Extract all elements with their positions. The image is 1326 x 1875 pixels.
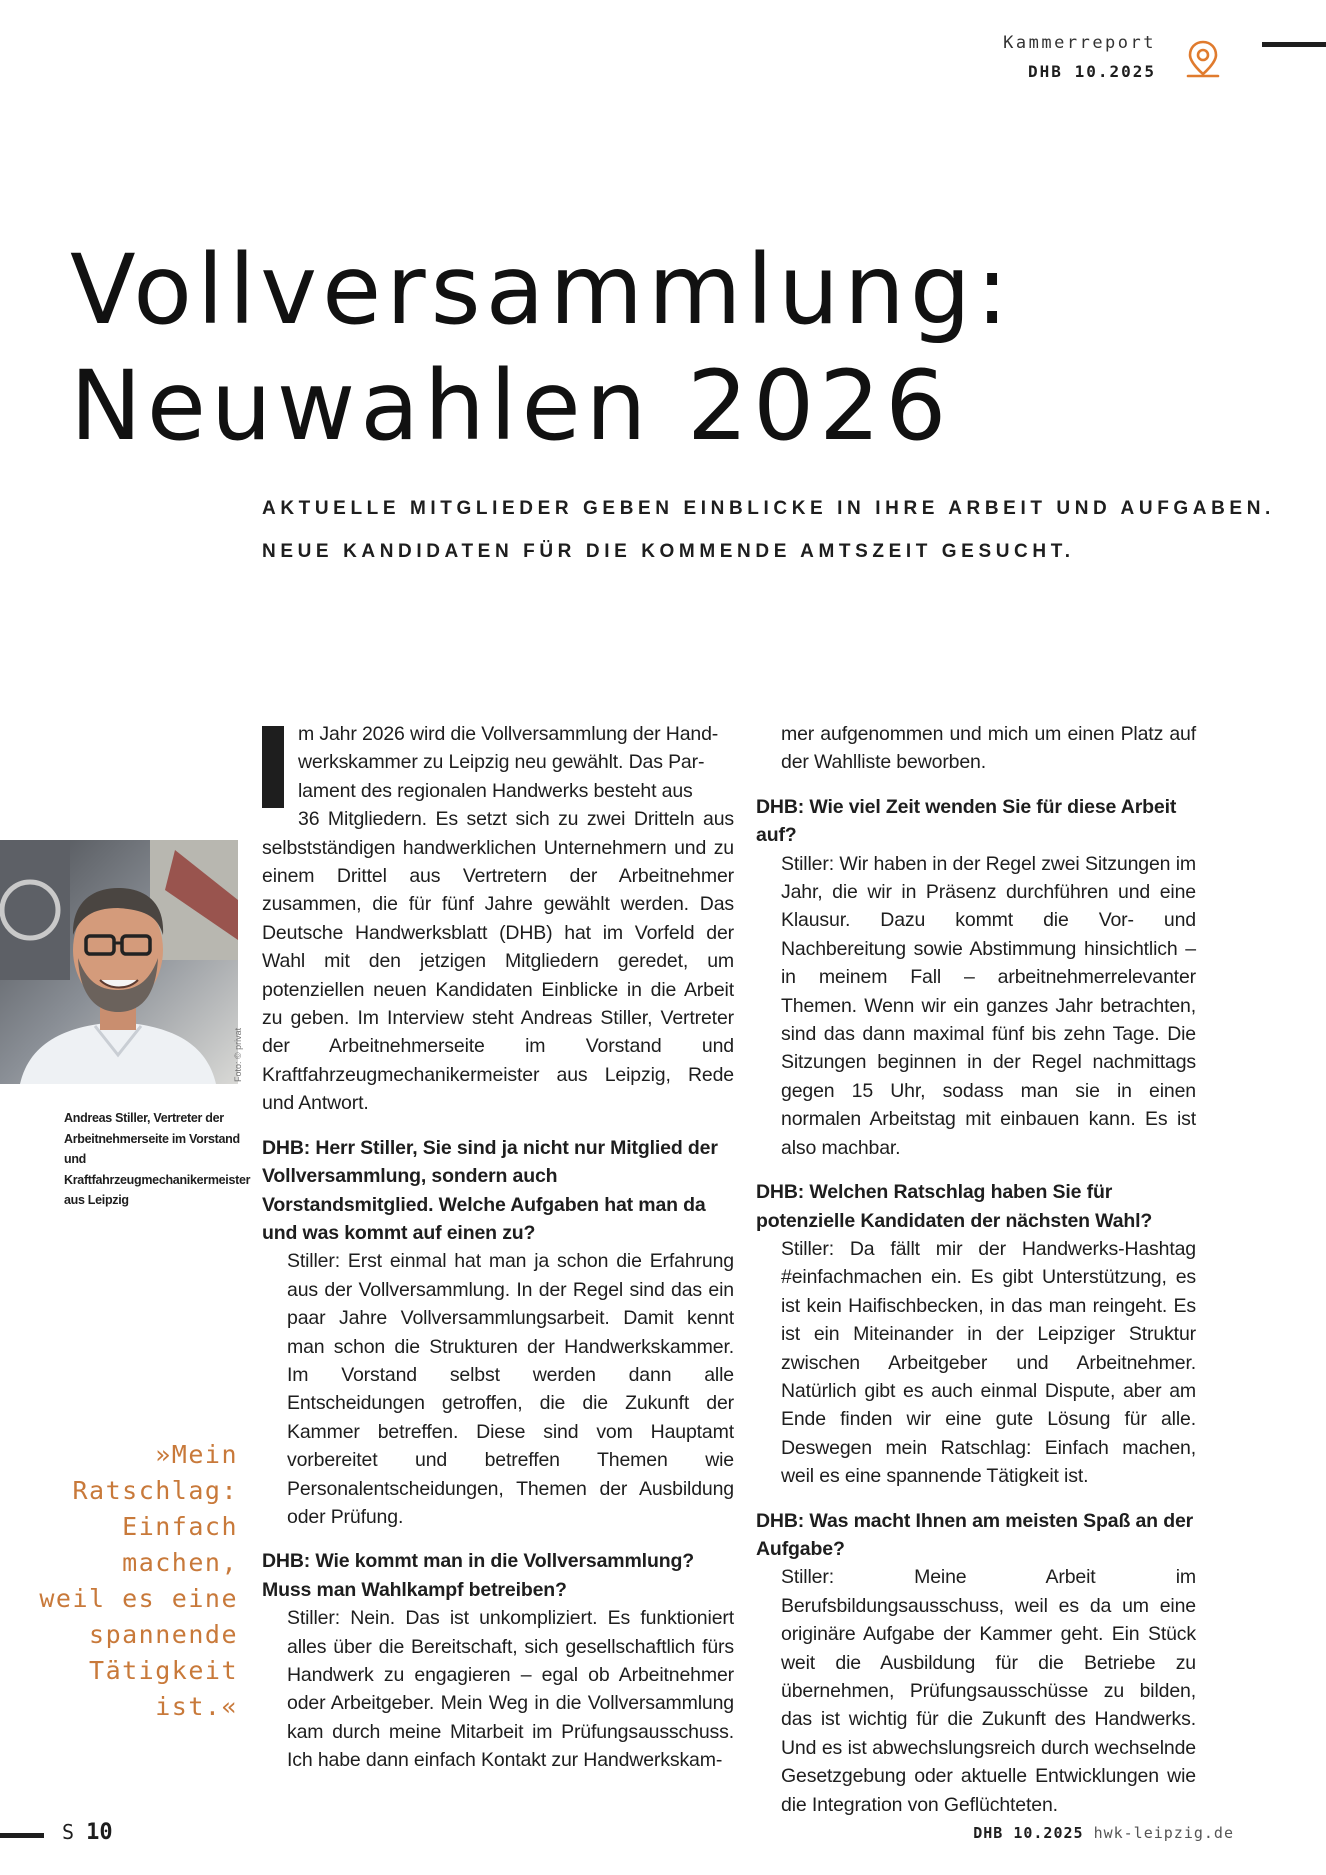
photo-credit: Foto: © privat <box>233 1027 243 1082</box>
answer-2-continued: mer aufgenommen und mich um einen Platz auf der Wahlliste beworben. <box>781 723 1196 774</box>
pull-quote-line: weil es eine <box>39 1584 238 1613</box>
pull-quote-line: »Mein <box>155 1440 238 1469</box>
page-number <box>62 1820 113 1845</box>
page-number-value: 10 <box>86 1820 113 1845</box>
photo-caption: Andreas Stiller, Vertreter der Arbeitnehmerseite im Vorstand und Kraftfahrzeugmechanikermeister aus Leipzig <box>64 1111 251 1207</box>
answer-3: Stiller: Wir haben in der Regel zwei Sitzungen im Jahr, die wir in Präsenz durchführen und eine Klausur. Dazu kommt die Vor- und Nachbereitung sowie Abstimmung hinsichtlich – in meinem Fall – arbeitnehmerrelevanter Themen. Wenn wir ein ganzes Jahr betrachten, sind das dann maximal fünf bis zehn Tage. Die Sitzungen beginnen in der Regel nachmittags gegen 15 Uhr, sodass man sie in einen normalen Arbeitstag mit einbauen kann. Es ist also machbar. <box>781 852 1196 1159</box>
answer-5: Stiller: Meine Arbeit im Berufsbildungsausschuss, weil es da um eine originäre Aufgabe der Kammer geht. Ein Stück weit die Ausbildung für die Betriebe zu übernehmen, Prüfungsausschüsse zu bilden, das ist wichtig für die Zukunft des Handwerks. Und es ist abwechslungsreich durch wechselnde Gesetzgebung oder aktuelle Entwicklungen wie die Integration von Geflüchteten. <box>781 1566 1196 1816</box>
drop-cap-i <box>262 726 284 808</box>
intro-paragraph <box>262 720 734 805</box>
intro-line: werkskammer zu Leipzig neu gewählt. Das Par- <box>298 751 705 774</box>
intro-first-lines <box>262 720 734 805</box>
footer-info <box>973 1824 1234 1842</box>
pull-quote-line: machen, <box>122 1548 238 1577</box>
footer-rule <box>0 1833 44 1838</box>
pull-quote-line: Einfach <box>122 1512 238 1541</box>
answer-1: Stiller: Erst einmal hat man ja schon die Erfahrung aus der Vollversammlung. In der Regel sind das ein paar Jahre Vollversammlungsarbeit. Damit kennt man schon die Strukturen der Handwerkskammer. Im Vorstand selbst werden dann alle Entscheidungen getroffen, die die Zukunft der Kammer betreffen. Diese sind vom Hauptamt vorbereitet und betreffen Themen wie Personalentscheidungen, Themen der Ausbildung oder Prüfung. <box>287 1250 734 1528</box>
location-pin-icon <box>1180 36 1226 82</box>
answer-4: Stiller: Da fällt mir der Handwerks-Hashtag #einfachmachen ein. Es gibt Unterstützung, es ist kein Haifischbecken, in das man reingeht. Es ist ein Miteinander in der Leipziger Struktur zwischen Arbeitgeber und Arbeitnehmer. Natürlich gibt es auch einmal Dispute, aber am Ende finden wir eine gute Lösung für alle. Deswegen mein Ratschlag: Einfach machen, weil es eine spannende Tätigkeit ist. <box>781 1237 1196 1488</box>
deck-line-2: NEUE KANDIDATEN FÜR DIE KOMMENDE AMTSZEIT GESUCHT. <box>262 541 1075 562</box>
question-5: DHB: Was macht Ihnen am meisten Spaß an der Aufgabe? <box>756 1509 1194 1560</box>
pull-quote <box>8 1437 238 1725</box>
pull-quote-line: ist.« <box>155 1692 238 1721</box>
deck <box>262 487 1275 573</box>
footer-url[interactable]: hwk-leipzig.de <box>1093 1824 1234 1842</box>
title-line-1: Vollversammlung: <box>70 234 1014 346</box>
article-column-1 <box>262 720 734 1775</box>
section-label: Kammerreport <box>1003 33 1156 53</box>
issue-label: DHB 10.2025 <box>1028 62 1156 81</box>
page-prefix: S <box>62 1820 75 1844</box>
intro-line: lament des regionalen Handwerks besteht aus <box>298 779 693 802</box>
title-line-2: Neuwahlen 2026 <box>70 350 952 462</box>
intro-line: m Jahr 2026 wird die Vollversammlung der Hand- <box>298 723 719 745</box>
question-1: DHB: Herr Stiller, Sie sind ja nicht nur Mitglied der Vollversammlung, sondern auch Vorstandsmitglied. Welche Aufgaben hat man da und was kommt auf einen zu? <box>262 1136 718 1244</box>
answer-2: Stiller: Nein. Das ist unkompliziert. Es funktioniert alles über die Bereitschaft, sich gesellschaftlich fürs Handwerk zu engagieren – egal ob Arbeitnehmer oder Arbeitgeber. Mein Weg in die Vollversammlung kam durch meine Mitarbeit im Prüfungsausschuss. Ich habe dann einfach Kontakt zur Handwerkskam- <box>287 1607 734 1772</box>
question-2: DHB: Wie kommt man in die Vollversammlung? Muss man Wahlkampf betreiben? <box>262 1550 694 1601</box>
question-3: DHB: Wie viel Zeit wenden Sie für diese Arbeit auf? <box>756 795 1177 847</box>
deck-line-1: AKTUELLE MITGLIEDER GEBEN EINBLICKE IN IHRE ARBEIT UND AUFGABEN. <box>262 498 1275 519</box>
header-rule <box>1262 42 1326 47</box>
pull-quote-line: spannende <box>89 1620 238 1649</box>
intro-text: 36 Mitgliedern. Es setzt sich zu zwei Dritteln aus selbstständigen handwerklichen Unternehmern und zu einem Drittel aus Vertretern der Arbeitnehmer zusammen, die für fünf Jahre gewählt werden. Das Deutsche Handwerksblatt (DHB) hat im Vorfeld der Wahl mit den jetzigen Mitgliedern geredet, um potenziellen neuen Kandidaten Einblicke in die Arbeit zu geben. Im Interview steht Andreas Stiller, Vertreter der Arbeitnehmerseite im Vorstand und Kraftfahrzeugmechanikermeister aus Leipzig, Rede und Antwort. <box>262 808 734 1115</box>
page-title <box>70 232 1013 464</box>
article-column-2 <box>756 720 1196 1819</box>
portrait-photo <box>0 840 238 1084</box>
footer-issue: DHB 10.2025 <box>973 1824 1084 1842</box>
pull-quote-line: Tätigkeit <box>89 1656 238 1685</box>
question-4: DHB: Welchen Ratschlag haben Sie für potenzielle Kandidaten der nächsten Wahl? <box>756 1181 1153 1232</box>
pull-quote-line: Ratschlag: <box>72 1476 238 1505</box>
